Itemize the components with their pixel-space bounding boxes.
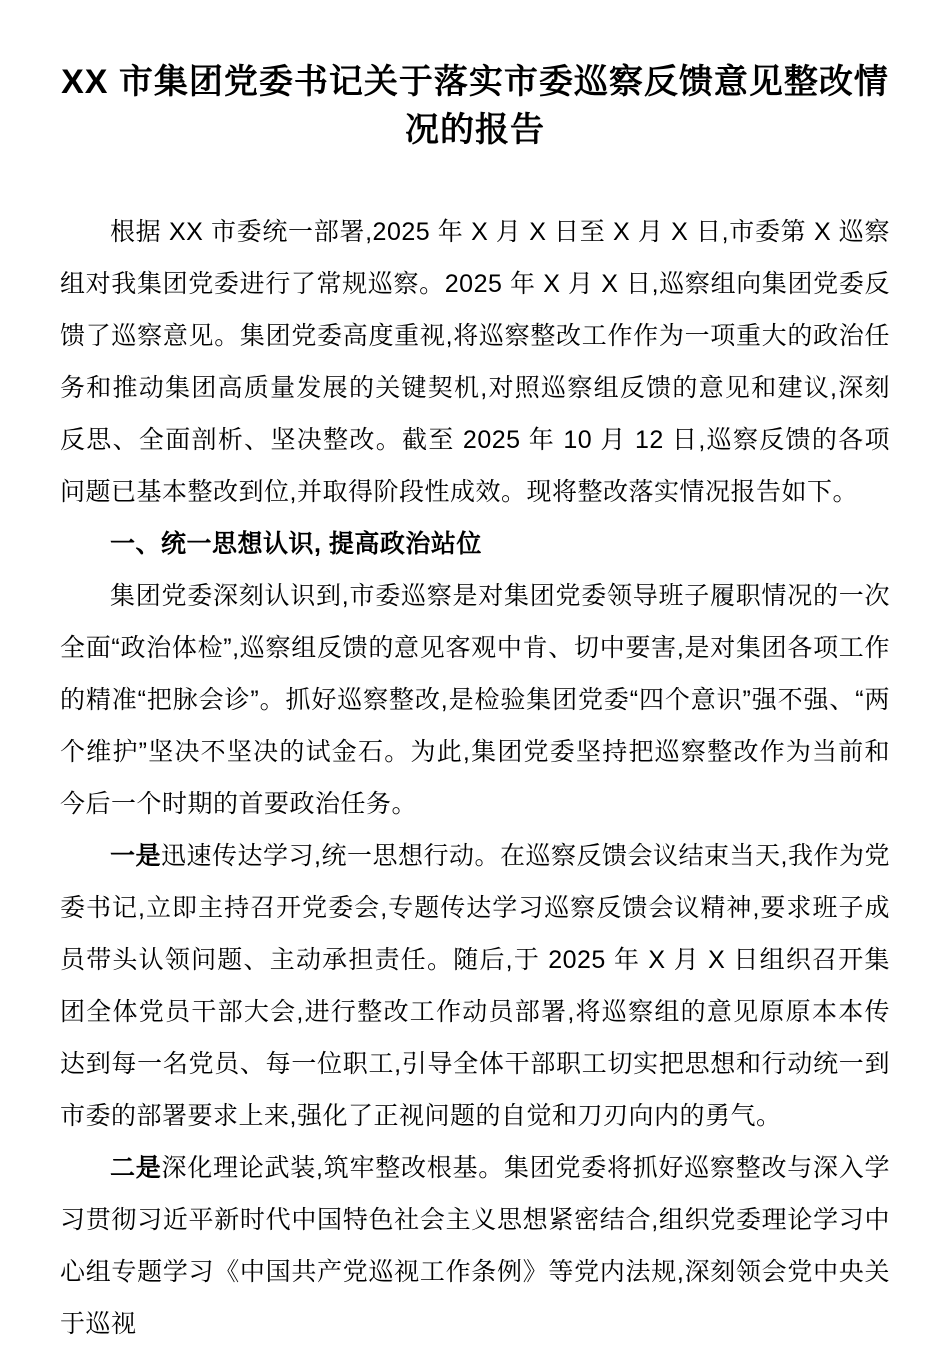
section-heading-1: 一、统一思想认识, 提高政治站位 <box>110 530 482 558</box>
paragraph-section1-overview <box>60 570 890 830</box>
paragraph-point-1-text: 迅速传达学习,统一思想行动。在巡察反馈会议结束当天,我作为党委书记,立即主持召开党委会,专题传达学习巡察反馈会议精神,要求班子成员带头认领问题、主动承担责任。随后,于 2025 年 X 月 X 日组织召开集团全体党员干部大会,进行整改工作动员部署,将巡察组的意见原原本本传达到每一名党员、每一位职工,引导全体干部职工切实把思想和行动统一到市委的部署要求上来,强化了正视问题的自觉和刀刃向内的勇气。 <box>60 842 890 1130</box>
paragraph-point-1 <box>60 830 890 1142</box>
paragraph-intro: 根据 XX 市委统一部署,2025 年 X 月 X 日至 X 月 X 日,市委第 X 巡察组对我集团党委进行了常规巡察。2025 年 X 月 X 日,巡察组向集团党委反馈了巡察意见。集团党委高度重视,将巡察整改工作作为一项重大的政治任务和推动集团高质量发展的关键契机,对照巡察组反馈的意见和建议,深刻反思、全面剖析、坚决整改。截至 2025 年 10 月 12 日,巡察反馈的各项问题已基本整改到位,并取得阶段性成效。现将整改落实情况报告如下。 <box>60 218 890 506</box>
paragraph-point-2-lead: 二是 <box>110 1154 162 1182</box>
paragraph-point-1-lead: 一是 <box>110 842 162 870</box>
paragraph-point-2 <box>60 1142 890 1350</box>
document-body <box>60 206 890 1350</box>
paragraph-point-2-text: 深化理论武装,筑牢整改根基。集团党委将抓好巡察整改与深入学习贯彻习近平新时代中国特色社会主义思想紧密结合,组织党委理论学习中心组专题学习《中国共产党巡视工作条例》等党内法规,深刻领会党中央关于巡视 <box>60 1154 890 1338</box>
paragraph-text: 集团党委深刻认识到,市委巡察是对集团党委领导班子履职情况的一次全面“政治体检”,巡察组反馈的意见客观中肯、切中要害,是对集团各项工作的精准“把脉会诊”。抓好巡察整改,是检验集团党委“四个意识”强不强、“两个维护”坚决不坚决的试金石。为此,集团党委坚持把巡察整改作为当前和今后一个时期的首要政治任务。 <box>60 582 890 818</box>
document-title: XX 市集团党委书记关于落实市委巡察反馈意见整改情况的报告 <box>61 63 889 149</box>
